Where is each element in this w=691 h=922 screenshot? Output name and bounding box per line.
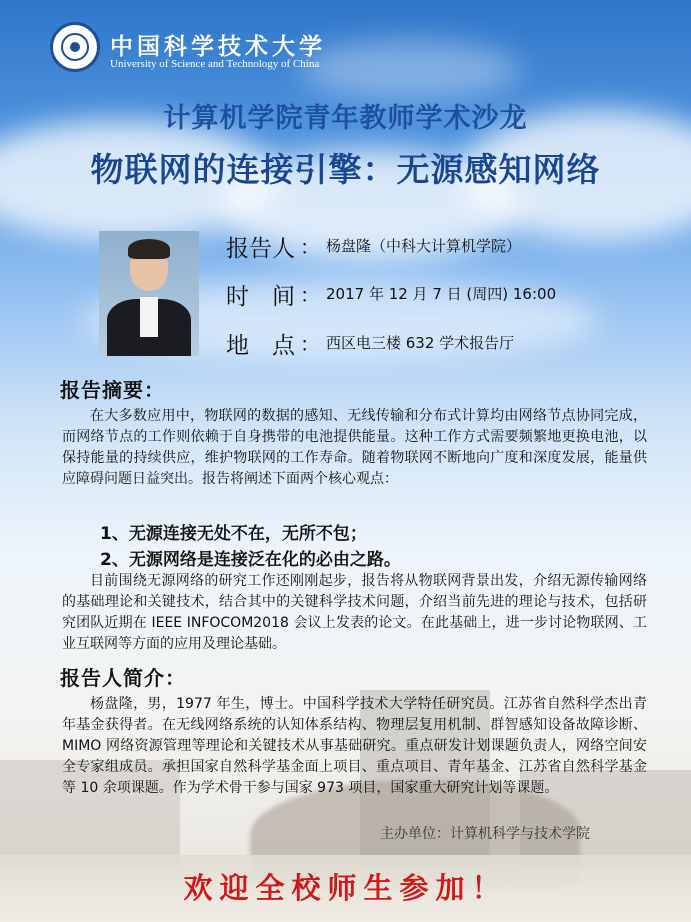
welcome-banner: 欢迎全校师生参加！ bbox=[183, 871, 508, 905]
abstract-paragraph-2: 目前围绕无源网络的研究工作还刚刚起步，报告将从物联网背景出发，介绍无源传输网络的基础理论和关键技术，结合其中的关键科学技术问题，介绍当前先进的理论与技术，包括研究团队近期在 IEEE INFOCOM2018 会议上发表的论文。在此基础上，进一步讨论物联网、工业互联网等方面的应用及理论基础。 bbox=[62, 573, 647, 652]
speaker-colon: ： bbox=[300, 235, 320, 259]
speaker-value: 杨盘隆（中科大计算机学院） bbox=[326, 237, 522, 255]
place-value: 西区电三楼 632 学术报告厅 bbox=[326, 334, 515, 352]
university-name-en: University of Science and Technology of China bbox=[110, 58, 320, 70]
series-title: 计算机学院青年教师学术沙龙 bbox=[163, 103, 528, 134]
time-label: 时 间 bbox=[226, 284, 295, 310]
bio-paragraph: 杨盘隆，男，1977 年生，博士。中国科学技术大学特任研究员。江苏省自然科学杰出青年基金获得者。在无线网络系统的认知体系结构、物理层复用机制、群智感知设备故障诊断、MIMO 网络资源管理等理论和关键技术从事基础研究。重点研发计划课题负责人，网络空间安全专家组成员。承担国家自然科学基金面上项目、重点项目、青年基金、江苏省自然科学基金等 10 余项课题。作为学术骨干参与国家 973 项目，国家重大研究计划等课题。 bbox=[62, 696, 647, 796]
place-label: 地 点 bbox=[226, 333, 295, 359]
abstract-paragraph-1: 在大多数应用中，物联网的数据的感知、无线传输和分布式计算均由网络节点协同完成，而网络节点的工作则依赖于自身携带的电池提供能量。这种工作方式需要频繁地更换电池，以保持能量的持续供应，维护物联网的工作寿命。随着物联网不断地向广度和深度发展，能量供应障碍问题日益突出。报告将阐述下面两个核心观点： bbox=[62, 408, 647, 487]
speaker-label: 报告人 bbox=[226, 236, 295, 262]
time-colon: ： bbox=[300, 283, 320, 307]
time-value: 2017 年 12 月 7 日 (周四) 16:00 bbox=[326, 285, 557, 303]
talk-title: 物联网的连接引擎：无源感知网络 bbox=[90, 150, 601, 189]
bio-heading: 报告人简介： bbox=[60, 666, 186, 690]
cloud-decoration bbox=[300, 40, 520, 100]
speaker-photo bbox=[99, 231, 199, 356]
key-point-1: 1、无源连接无处不在，无所不包； bbox=[100, 524, 367, 544]
organizer-text: 主办单位：计算机科学与技术学院 bbox=[380, 826, 590, 842]
place-colon: ： bbox=[300, 332, 320, 356]
ustc-seal-icon bbox=[50, 22, 100, 72]
university-name-cn: 中国科学技术大学 bbox=[110, 33, 326, 60]
key-point-2: 2、无源网络是连接泛在化的必由之路。 bbox=[100, 550, 401, 570]
abstract-heading: 报告摘要： bbox=[60, 378, 165, 402]
